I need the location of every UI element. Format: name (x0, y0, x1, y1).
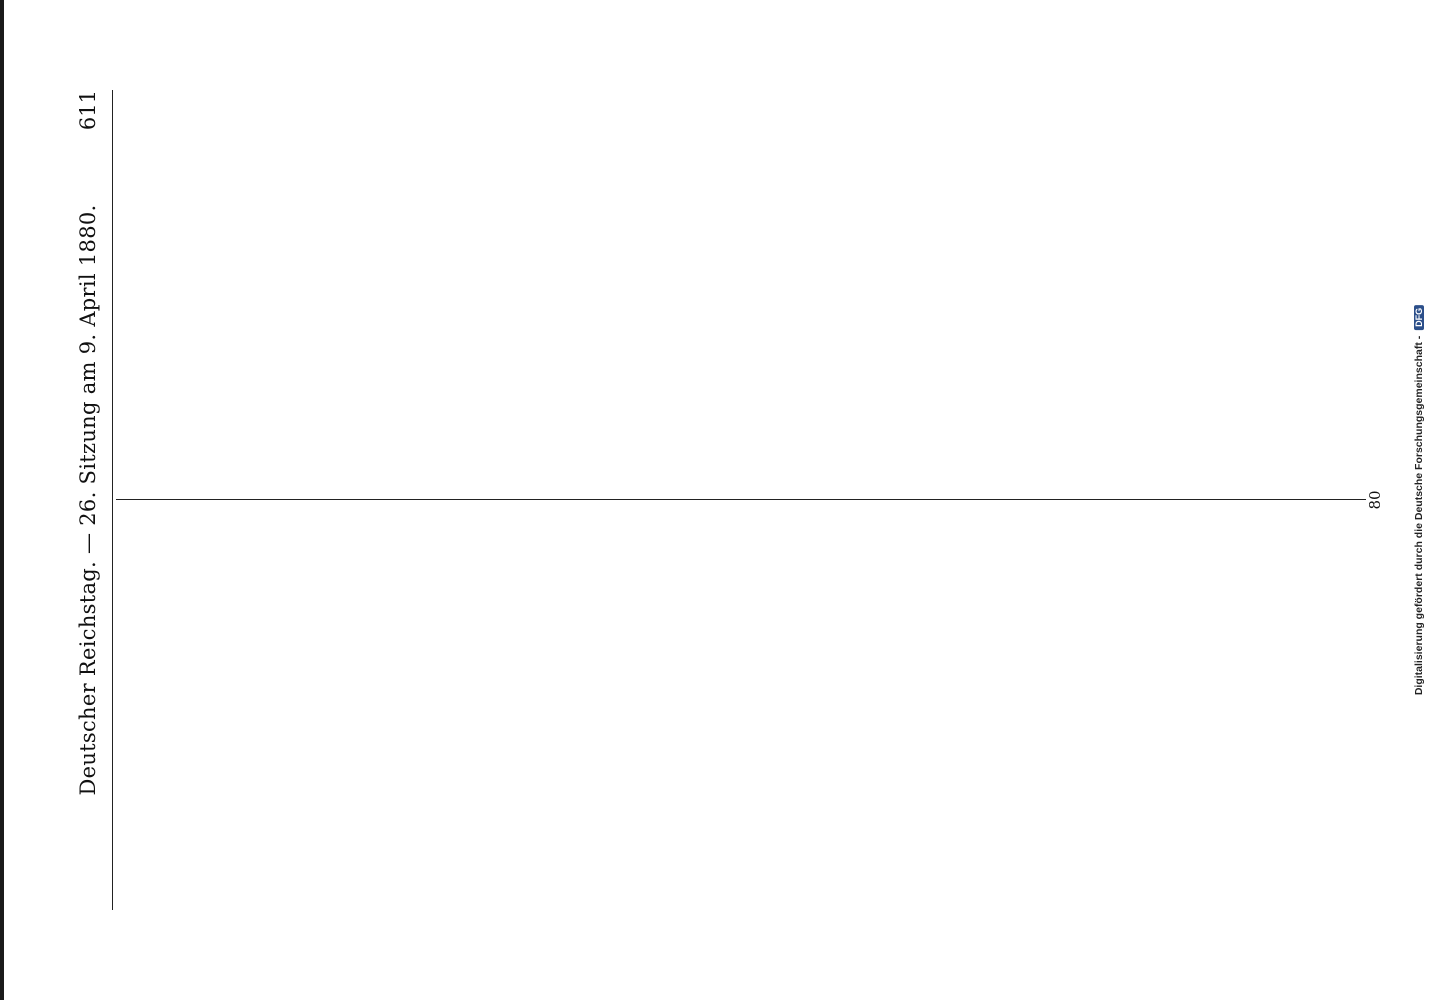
document-page (46, 50, 1386, 950)
running-head: Deutscher Reichstag. — 26. Sitzung am 9. April 1880. (76, 204, 100, 796)
signature-mark: 80 (1366, 490, 1384, 510)
left-column (116, 500, 1366, 911)
digitization-notice-text: Digitalisierung gefördert durch die Deutsche Forschungsgemeinschaft - (1413, 335, 1425, 696)
page-header (70, 90, 113, 910)
text-columns (116, 90, 1366, 910)
dfg-logo: DFG (1414, 305, 1424, 330)
scan-edge (0, 0, 4, 1000)
page-number: 611 (76, 90, 100, 131)
right-column (116, 90, 1366, 500)
digitization-notice (1413, 305, 1425, 695)
